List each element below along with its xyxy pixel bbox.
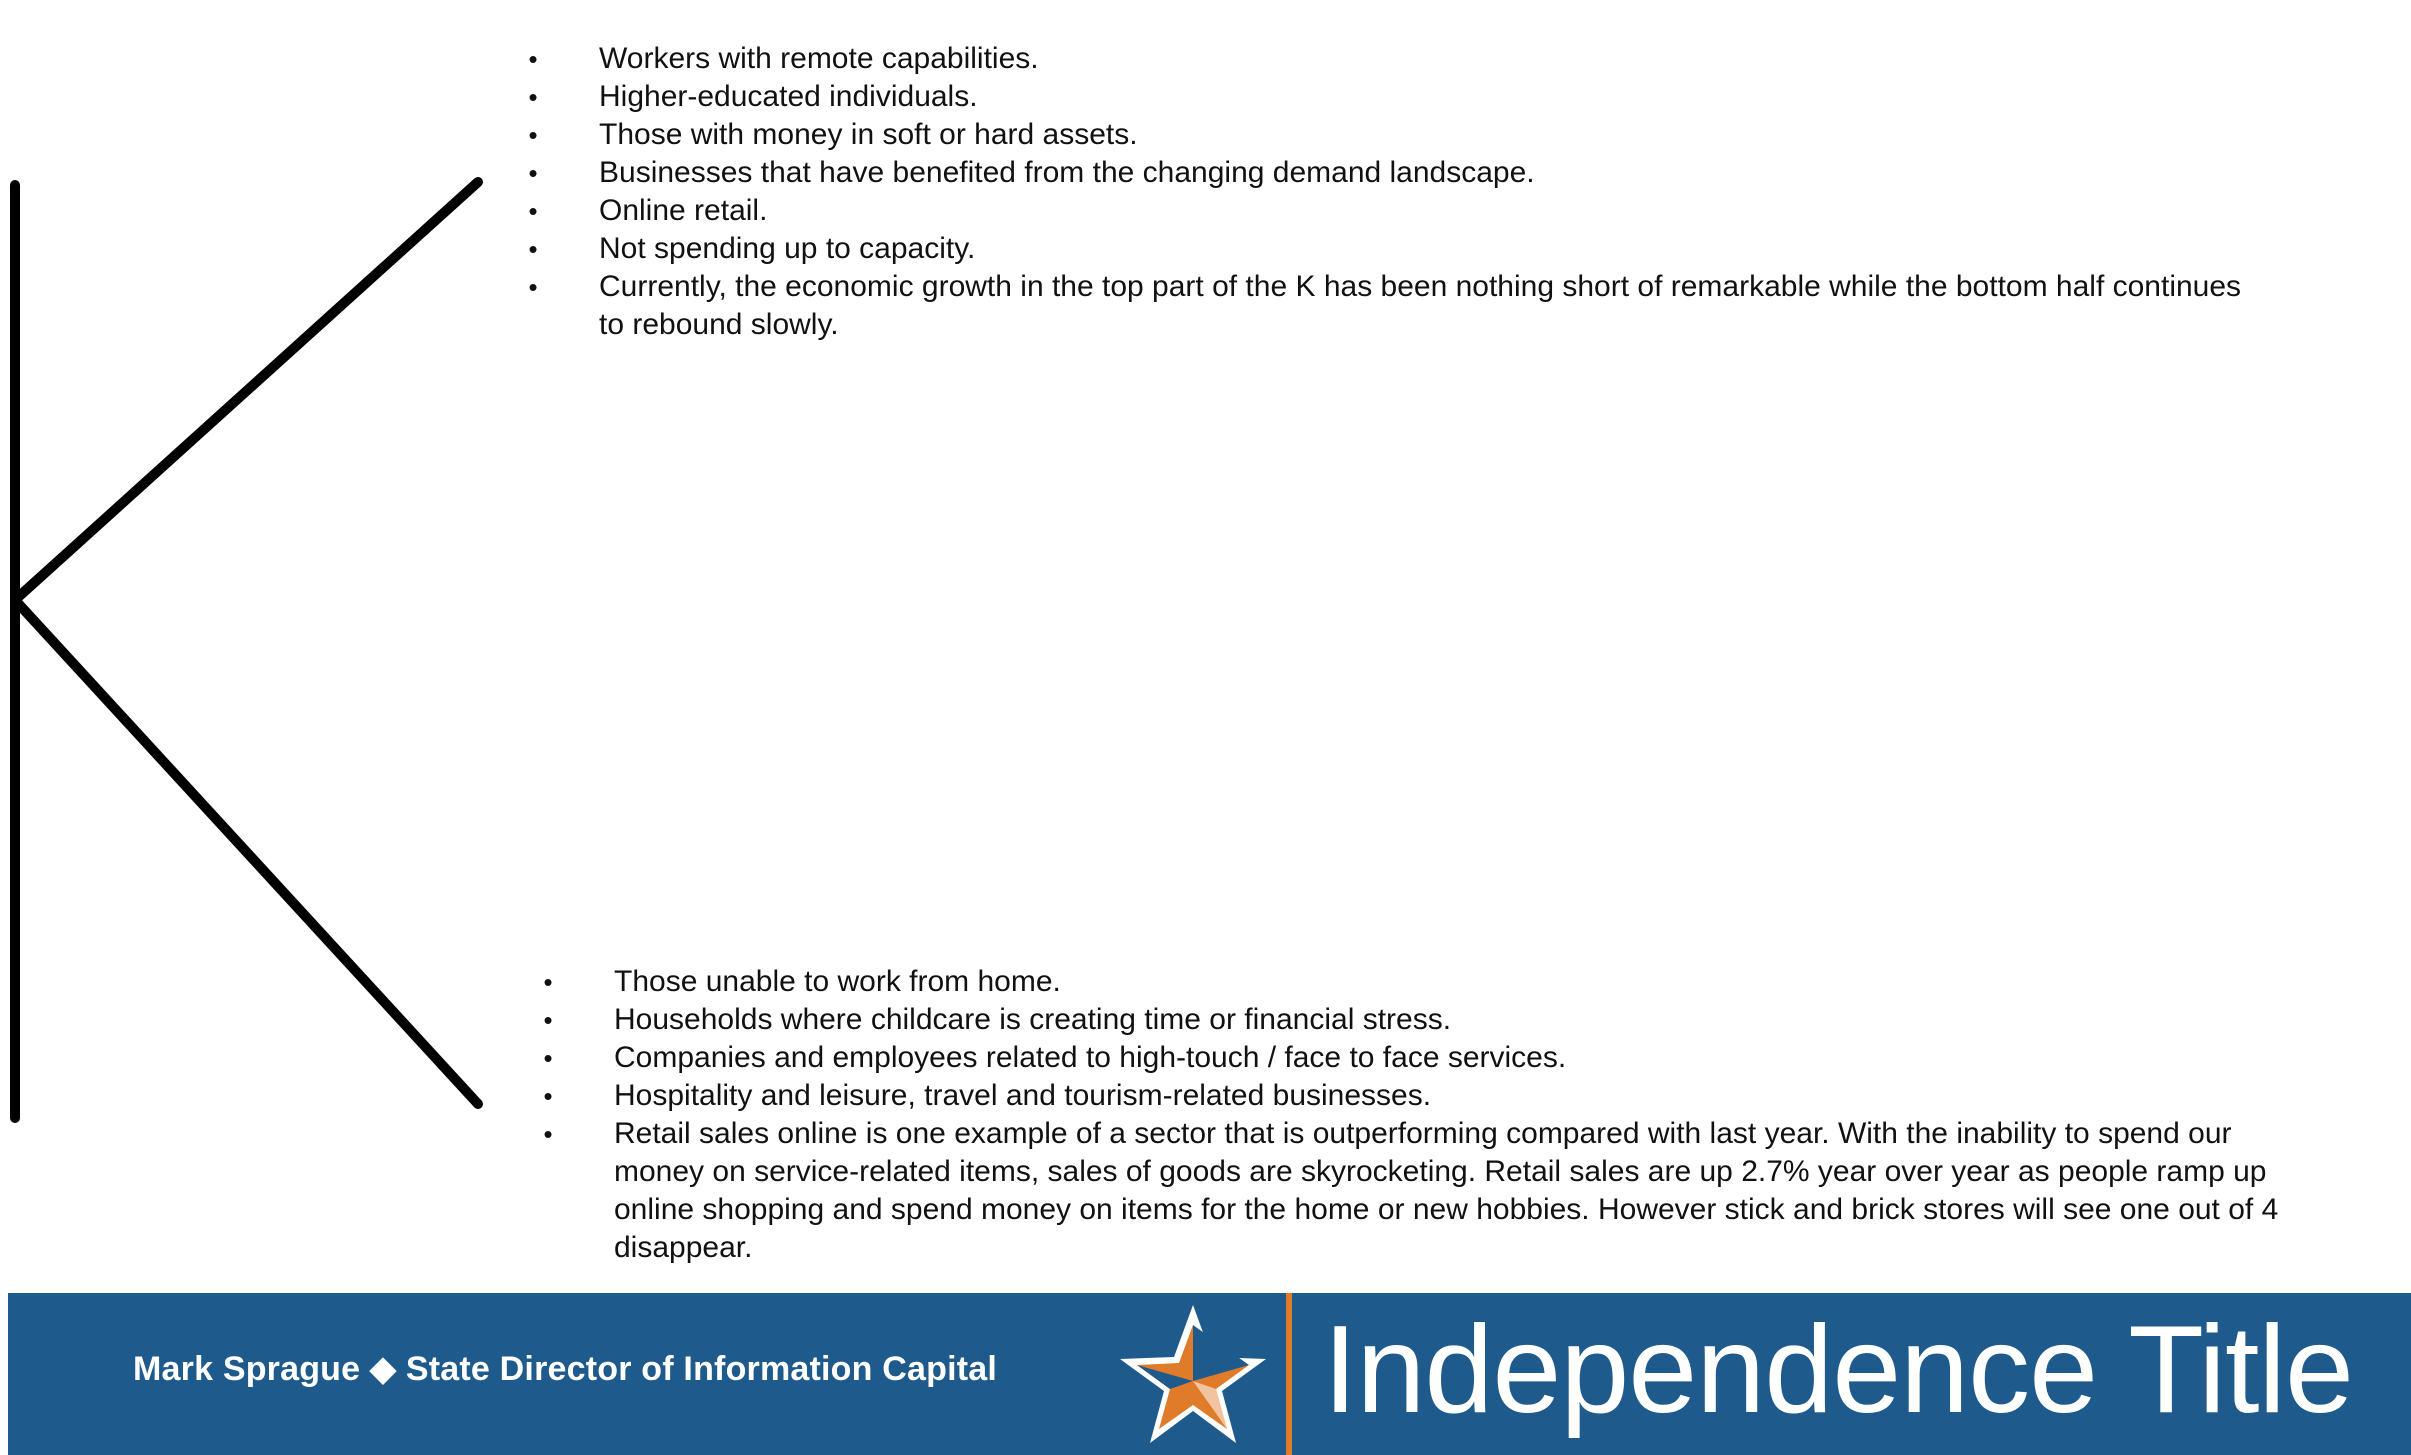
bullet-item xyxy=(538,1001,2298,1039)
k-letter-graphic xyxy=(0,0,500,1130)
bullet-text: Those with money in soft or hard assets. xyxy=(599,118,1138,151)
presenter-credit: Mark Sprague ◆ State Director of Information Capital xyxy=(133,1350,998,1388)
bullet-dot-icon: • xyxy=(528,234,538,264)
bullet-dot-icon: • xyxy=(528,120,538,150)
bullet-item xyxy=(523,40,2243,78)
bullet-dot-icon: • xyxy=(528,272,538,302)
brand-name: Independence Title xyxy=(1323,1301,2353,1439)
bullet-text: Those unable to work from home. xyxy=(614,965,1061,998)
bullet-text: Not spending up to capacity. xyxy=(599,232,976,265)
k-upper-arm xyxy=(15,182,478,600)
bullet-item xyxy=(538,1115,2298,1267)
bullet-text: Retail sales online is one example of a sector that is outperforming compared with last year. With the inability to spend our money on service-related items, sales of goods are skyrocketing. Retail sales are up 2.7% year over year as people ramp up online shopping and spend money on items for the home or new hobbies. However stick and brick stores will see one out of 4 disappear. xyxy=(614,1117,2279,1264)
bullet-dot-icon: • xyxy=(543,1081,553,1111)
bullet-dot-icon: • xyxy=(528,44,538,74)
bullet-dot-icon: • xyxy=(543,967,553,997)
bullet-item xyxy=(538,1077,2298,1115)
bullet-dot-icon: • xyxy=(543,1043,553,1073)
bullet-item xyxy=(523,78,2243,116)
bullet-dot-icon: • xyxy=(543,1005,553,1035)
bullet-text: Higher-educated individuals. xyxy=(599,80,978,113)
star-logo-icon xyxy=(1118,1301,1268,1447)
footer-banner xyxy=(8,1293,2411,1455)
top-bullet-list xyxy=(523,40,2243,344)
bullet-dot-icon: • xyxy=(528,196,538,226)
bullet-text: Hospitality and leisure, travel and tourism-related businesses. xyxy=(614,1079,1432,1112)
bullet-text: Workers with remote capabilities. xyxy=(599,42,1039,75)
bullet-text: Companies and employees related to high-touch / face to face services. xyxy=(614,1041,1567,1074)
bullet-item xyxy=(538,1039,2298,1077)
bullet-dot-icon: • xyxy=(528,158,538,188)
logo-divider xyxy=(1286,1293,1292,1455)
k-lower-arm xyxy=(15,600,478,1104)
bullet-text: Businesses that have benefited from the changing demand landscape. xyxy=(599,156,1535,189)
bullet-text: Online retail. xyxy=(599,194,768,227)
bullet-dot-icon: • xyxy=(543,1119,553,1149)
bullet-item xyxy=(523,268,2243,344)
bullet-dot-icon: • xyxy=(528,82,538,112)
bullet-item xyxy=(523,230,2243,268)
bullet-item xyxy=(523,116,2243,154)
bullet-text: Households where childcare is creating time or financial stress. xyxy=(614,1003,1452,1036)
bullet-item xyxy=(523,192,2243,230)
bottom-bullet-list xyxy=(538,963,2298,1267)
bullet-item xyxy=(538,963,2298,1001)
bullet-text: Currently, the economic growth in the top part of the K has been nothing short of remarkable while the bottom half continues to rebound slowly. xyxy=(599,270,2242,341)
bullet-item xyxy=(523,154,2243,192)
